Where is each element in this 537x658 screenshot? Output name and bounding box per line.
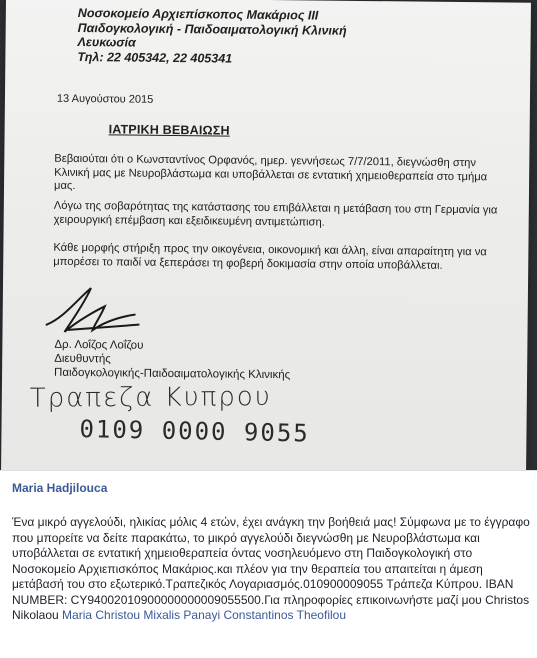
- tagged-user-link[interactable]: Maria Christou: [62, 608, 141, 622]
- post-body-text: Ένα μικρό αγγελούδι, ηλικίας μόλις 4 ετών, έχει ανάγκη την βοήθειά μας! Σύμφωνα με το έγγραφο που μπορείτε να δείτε παρακάτω, το μικρό αγγελούδι διεγνώσθη με Νευροβλάστωμα και υποβάλλεται σε εντατική χημειοθεραπεία όντας νοσηλευόμενο στη Παιδογκολογική στο Νοσοκομείο Αρχιεπισκόπος Μακάριος.και πλέον για την θεραπεία του απαιτείται η άμεση μετάβασή του στο εξωτερικό.Τραπεζικός Λογαριασμός.010900009055 Τράπεζα Κύπρου. IBAN NUMBER: CY94002010900000000009055500.Για πληροφορίες επικοινωνήστε μαζί μου Christos Nikolaou: [12, 515, 530, 622]
- signatory-role: Διευθυντής: [54, 352, 111, 366]
- letter-date: 13 Αυγούστου 2015: [56, 92, 154, 106]
- handwritten-bank-name: Τραπεζα Κυπρου: [29, 381, 272, 414]
- post-author-link[interactable]: Maria Hadjilouca: [12, 481, 108, 495]
- letter-paragraph: Κάθε μορφής στήριξη προς την οικογένεια, οικονομική και άλλη, είναι απαραίτητη για να μπορέσει το παιδί να ξεπεράσει τη φοβερή δοκιμασία στην οποία υποβάλλεται.: [53, 241, 487, 272]
- letter-paragraph: Βεβαιούται ότι ο Κωνσταντίνος Ορφανός, ημερ. γεννήσεως 7/7/2011, διεγνώσθη στην Κλινική μας με Νευροβλάστωμα και υποβάλλεται σε εντατική χημειοθεραπεία στο τμήμα μας.: [53, 152, 488, 192]
- hospital-phone: Τηλ: 22 405342, 22 405341: [77, 49, 233, 66]
- hospital-city: Λευκωσία: [77, 35, 136, 50]
- tagged-user-link[interactable]: Mixalis Panayi: [143, 608, 221, 622]
- letter-title: ΙΑΤΡΙΚΗ ΒΕΒΑΙΩΣΗ: [108, 122, 230, 138]
- tagged-user-link[interactable]: Constantinos Theofilou: [223, 608, 346, 622]
- post-caption: [0, 470, 537, 658]
- signatory-block: [54, 338, 291, 382]
- handwritten-account-number: 0109 0000 9055: [79, 415, 311, 448]
- letter-paragraph: Λόγω της σοβαρότητας της κατάστασης του επιβάλλεται η μετάβαση του στη Γερμανία για χειρουργική επέμβαση και εξειδικευμένη αντιμετώπιση.: [53, 199, 498, 229]
- hospital-header: [77, 6, 347, 67]
- signatory-name: Δρ. Λοΐζος Λοΐζου: [54, 338, 144, 352]
- medical-certificate-paper: [1, 0, 531, 470]
- hospital-name: Νοσοκομείο Αρχιεπίσκοπος Μακάριος ΙΙΙ: [77, 6, 319, 23]
- signatory-department: Παιδογκολογικής-Παιδοαιματολογικής Κλινικής: [54, 366, 291, 382]
- post-text: [12, 515, 530, 624]
- hospital-clinic: Παιδογκολογική - Παιδοαιματολογική Κλινική: [77, 20, 347, 38]
